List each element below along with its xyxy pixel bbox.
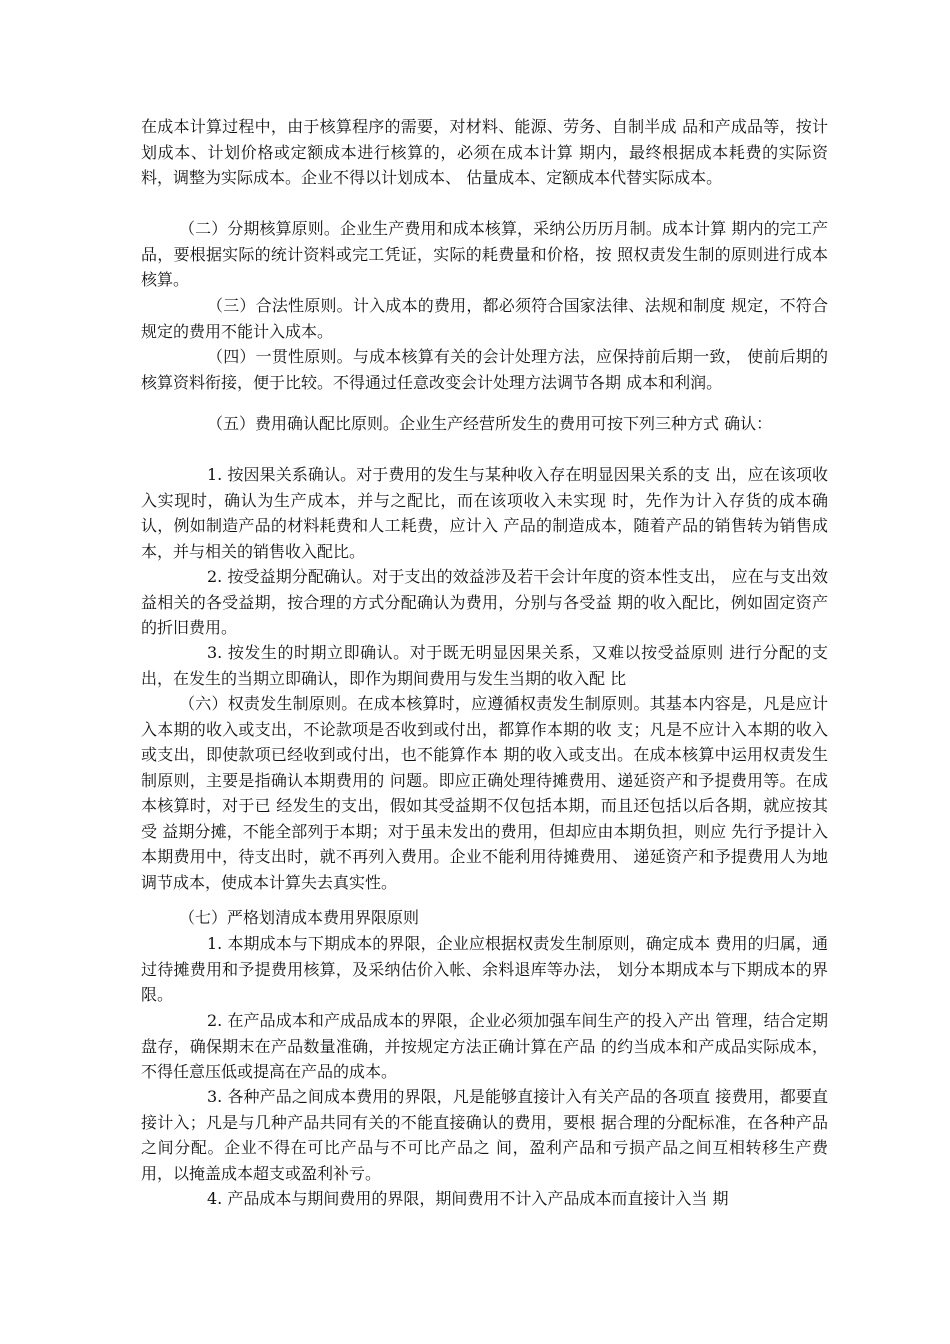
- paragraph-principle-6: （六）权责发生制原则。在成本核算时，应遵循权责发生制原则。其基本内容是，凡是应计入本期的收入或支出，不论款项是否收到或付出，都算作本期的收 支；凡是不应计入本期的收入或支出，即使款项已经收到或付出，也不能算作本 期的收入或支出。在成本核算中运用权责发生制原则，主要是指确认本期费用的 问题。即应正确处理待摊费用、递延资产和予提费用等。在成本核算时，对于已 经发生的支出，假如其受益期不仅包括本期，而且还包括以后各期，就应按其受 益期分摊，不能全部列于本期；对于虽未发出的费用，但却应由本期负担，则应 先行予提计入本期费用中，待支出时，就不再列入费用。企业不能利用待摊费用、 递延资产和予提费用人为地调节成本，使成本计算失去真实性。: [141, 694, 828, 892]
- paragraph-item-7-2: 2. 在产品成本和产成品成本的界限，企业必须加强车间生产的投入产出 管理，结合定期盘存，确保期末在产品数量准确，并按规定方法正确计算在产品 的约当成本和产成品实际成本，不得任意压低或提高在产品的成本。: [141, 1011, 828, 1081]
- paragraph-principle-5: （五）费用确认配比原则。企业生产经营所发生的费用可按下列三种方式 确认：: [207, 414, 773, 433]
- paragraph-principle-4: （四）一贯性原则。与成本核算有关的会计处理方法，应保持前后期一致， 使前后期的核算资料衔接，便于比较。不得通过任意改变会计处理方法调节各期 成本和利润。: [141, 347, 828, 392]
- paragraph-item-5-3: 3. 按发生的时期立即确认。对于既无明显因果关系，又难以按受益原则 进行分配的支出，在发生的当期立即确认，即作为期间费用与发生当期的收入配 比: [141, 643, 828, 688]
- paragraph-principle-3: （三）合法性原则。计入成本的费用，都必须符合国家法律、法规和制度 规定，不符合规定的费用不能计入成本。: [141, 296, 828, 341]
- paragraph-item-5-2: 2. 按受益期分配确认。对于支出的效益涉及若干会计年度的资本性支出， 应在与支出效益相关的各受益期，按合理的方式分配确认为费用，分别与各受益 期的收入配比，例如固定资产的折旧费用。: [141, 567, 828, 637]
- paragraph-principle-7: （七）严格划清成本费用界限原则: [179, 908, 420, 927]
- paragraph-continuation: 在成本计算过程中，由于核算程序的需要，对材料、能源、劳务、自制半成 品和产成品等，按计划成本、计划价格或定额成本进行核算的，必须在成本计算 期内，最终根据成本耗费的实际资料，调整为实际成本。企业不得以计划成本、 估量成本、定额成本代替实际成本。: [141, 117, 828, 187]
- paragraph-principle-2: （二）分期核算原则。企业生产费用和成本核算，采纳公历历月制。成本计算 期内的完工产品，要根据实际的统计资料或完工凭证，实际的耗费量和价格，按 照权责发生制的原则进行成本核算。: [141, 219, 828, 289]
- paragraph-item-5-1: 1. 按因果关系确认。对于费用的发生与某种收入存在明显因果关系的支 出，应在该项收入实现时，确认为生产成本，并与之配比，而在该项收入未实现 时，先作为计入存货的成本确认，例如制造产品的材料耗费和人工耗费，应计入 产品的制造成本，随着产品的销售转为销售成本，并与相关的销售收入配比。: [141, 465, 828, 561]
- paragraph-item-7-3: 3. 各种产品之间成本费用的界限，凡是能够直接计入有关产品的各项直 接费用，都要直接计入；凡是与几种产品共同有关的不能直接确认的费用，要根 据合理的分配标准，在各种产品之间分配。企业不得在可比产品与不可比产品之 间，盈利产品和亏损产品之间互相转移生产费用，以掩盖成本超支或盈利补亏。: [141, 1087, 828, 1183]
- paragraph-item-7-4: 4. 产品成本与期间费用的界限，期间费用不计入产品成本而直接计入当 期: [207, 1189, 729, 1208]
- paragraph-item-7-1: 1. 本期成本与下期成本的界限，企业应根据权责发生制原则，确定成本 费用的归属，通过待摊费用和予提费用核算，及采纳估价入帐、余料退库等办法， 划分本期成本与下期成本的界限。: [141, 934, 828, 1004]
